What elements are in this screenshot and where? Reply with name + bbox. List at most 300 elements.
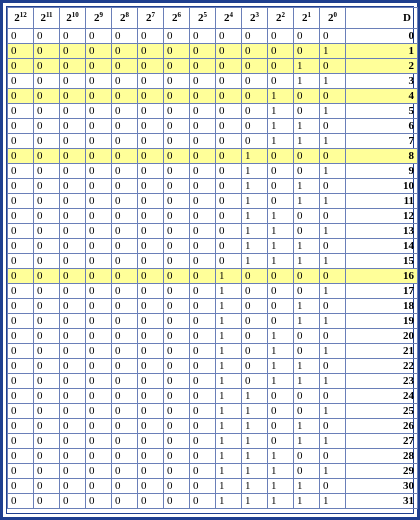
bit-cell: 1 <box>242 209 268 224</box>
table-row <box>8 299 418 314</box>
bit-cell: 0 <box>112 359 138 374</box>
bit-cell: 0 <box>86 284 112 299</box>
bit-cell: 0 <box>242 119 268 134</box>
bit-cell: 0 <box>86 314 112 329</box>
bit-cell: 0 <box>8 29 34 44</box>
bit-cell: 0 <box>138 404 164 419</box>
decimal-cell: 24 <box>346 389 418 404</box>
bit-cell: 1 <box>216 389 242 404</box>
bit-cell: 0 <box>112 224 138 239</box>
bit-cell: 0 <box>164 74 190 89</box>
header-exponent: 1 <box>307 10 311 19</box>
bit-cell: 1 <box>216 269 242 284</box>
bit-cell: 0 <box>138 269 164 284</box>
bit-cell: 0 <box>34 284 60 299</box>
bit-cell: 0 <box>294 404 320 419</box>
bit-cell: 0 <box>164 104 190 119</box>
bit-cell: 0 <box>138 224 164 239</box>
bit-cell: 0 <box>112 269 138 284</box>
bit-cell: 1 <box>294 434 320 449</box>
bit-cell: 0 <box>8 134 34 149</box>
bit-cell: 0 <box>60 329 86 344</box>
bit-cell: 1 <box>242 164 268 179</box>
bit-cell: 0 <box>60 149 86 164</box>
bit-cell: 0 <box>268 389 294 404</box>
header-row <box>8 8 418 29</box>
bit-cell: 0 <box>216 254 242 269</box>
bit-cell: 0 <box>86 194 112 209</box>
table-row <box>8 359 418 374</box>
decimal-cell: 1 <box>346 44 418 59</box>
bit-cell: 0 <box>8 179 34 194</box>
bit-cell: 0 <box>112 434 138 449</box>
bit-cell: 0 <box>190 59 216 74</box>
bit-cell: 0 <box>112 44 138 59</box>
decimal-cell: 3 <box>346 74 418 89</box>
bit-cell: 0 <box>242 314 268 329</box>
bit-cell: 0 <box>190 359 216 374</box>
bit-cell: 1 <box>294 479 320 494</box>
header-exponent: 9 <box>99 10 103 19</box>
bit-cell: 0 <box>86 209 112 224</box>
bit-cell: 1 <box>320 164 346 179</box>
bit-cell: 0 <box>86 449 112 464</box>
bit-cell: 0 <box>60 389 86 404</box>
bit-cell: 0 <box>8 74 34 89</box>
bit-cell: 0 <box>138 209 164 224</box>
bit-cell: 0 <box>8 224 34 239</box>
bit-cell: 0 <box>112 494 138 509</box>
bit-cell: 0 <box>216 239 242 254</box>
bit-cell: 0 <box>216 209 242 224</box>
bit-cell: 0 <box>112 479 138 494</box>
bit-cell: 1 <box>268 329 294 344</box>
bit-cell: 0 <box>164 149 190 164</box>
bit-cell: 1 <box>242 149 268 164</box>
bit-cell: 0 <box>8 359 34 374</box>
bit-cell: 1 <box>268 134 294 149</box>
header-base: 2 <box>302 11 308 24</box>
bit-cell: 0 <box>112 299 138 314</box>
bit-cell: 0 <box>34 164 60 179</box>
bit-cell: 0 <box>34 89 60 104</box>
bit-cell: 0 <box>294 104 320 119</box>
bit-cell: 0 <box>34 209 60 224</box>
bit-cell: 0 <box>34 254 60 269</box>
table-row <box>8 269 418 284</box>
table-row <box>8 179 418 194</box>
bit-cell: 0 <box>164 389 190 404</box>
bit-cell: 0 <box>60 164 86 179</box>
bit-cell: 0 <box>112 134 138 149</box>
bit-cell: 0 <box>242 284 268 299</box>
bit-cell: 0 <box>138 434 164 449</box>
bit-cell: 0 <box>8 479 34 494</box>
bit-cell: 1 <box>294 359 320 374</box>
bit-cell: 0 <box>8 269 34 284</box>
bit-cell: 0 <box>60 104 86 119</box>
bit-cell: 0 <box>190 254 216 269</box>
bit-cell: 0 <box>190 239 216 254</box>
bit-cell: 0 <box>86 89 112 104</box>
bit-cell: 1 <box>268 254 294 269</box>
bit-cell: 0 <box>86 434 112 449</box>
header-decimal: D <box>346 8 418 29</box>
bit-cell: 0 <box>216 134 242 149</box>
bit-cell: 1 <box>216 449 242 464</box>
bit-cell: 0 <box>112 164 138 179</box>
bit-cell: 0 <box>60 314 86 329</box>
bit-cell: 0 <box>8 59 34 74</box>
bit-cell: 0 <box>190 434 216 449</box>
bit-cell: 0 <box>60 464 86 479</box>
bit-cell: 0 <box>8 329 34 344</box>
bit-cell: 0 <box>8 89 34 104</box>
bit-cell: 0 <box>268 74 294 89</box>
bit-cell: 0 <box>164 269 190 284</box>
header-base: 2 <box>94 11 100 24</box>
bit-cell: 0 <box>8 389 34 404</box>
bit-cell: 0 <box>34 134 60 149</box>
bit-cell: 1 <box>294 74 320 89</box>
bit-cell: 0 <box>164 419 190 434</box>
bit-cell: 0 <box>112 284 138 299</box>
decimal-cell: 25 <box>346 404 418 419</box>
bit-cell: 1 <box>242 404 268 419</box>
table-row <box>8 344 418 359</box>
bit-cell: 1 <box>320 314 346 329</box>
bit-cell: 0 <box>164 464 190 479</box>
bit-cell: 0 <box>216 89 242 104</box>
bit-cell: 1 <box>320 104 346 119</box>
decimal-cell: 27 <box>346 434 418 449</box>
bit-cell: 0 <box>8 209 34 224</box>
bit-cell: 1 <box>268 119 294 134</box>
bit-cell: 0 <box>86 179 112 194</box>
bit-cell: 0 <box>138 44 164 59</box>
bit-cell: 0 <box>320 59 346 74</box>
bit-cell: 0 <box>8 314 34 329</box>
bit-cell: 0 <box>190 494 216 509</box>
bit-cell: 1 <box>242 479 268 494</box>
bit-cell: 0 <box>60 269 86 284</box>
bit-cell: 1 <box>268 344 294 359</box>
bit-cell: 0 <box>34 149 60 164</box>
bit-cell: 0 <box>86 404 112 419</box>
bit-cell: 1 <box>242 254 268 269</box>
bit-cell: 0 <box>138 104 164 119</box>
bit-cell: 0 <box>8 299 34 314</box>
decimal-cell: 0 <box>346 29 418 44</box>
bit-cell: 0 <box>34 389 60 404</box>
decimal-cell: 26 <box>346 419 418 434</box>
bit-cell: 0 <box>268 29 294 44</box>
header-exponent: 10 <box>71 10 79 19</box>
bit-cell: 0 <box>320 269 346 284</box>
bit-cell: 0 <box>190 284 216 299</box>
bit-cell: 0 <box>164 239 190 254</box>
bit-cell: 0 <box>268 314 294 329</box>
bit-cell: 0 <box>242 29 268 44</box>
bit-cell: 1 <box>268 494 294 509</box>
bit-cell: 1 <box>320 44 346 59</box>
bit-cell: 0 <box>268 284 294 299</box>
bit-cell: 1 <box>320 224 346 239</box>
bit-cell: 0 <box>216 119 242 134</box>
header-power-of-two <box>320 8 346 29</box>
bit-cell: 0 <box>8 374 34 389</box>
bit-cell: 0 <box>8 449 34 464</box>
bit-cell: 0 <box>86 74 112 89</box>
bit-cell: 0 <box>216 59 242 74</box>
bit-cell: 0 <box>8 194 34 209</box>
bit-cell: 0 <box>60 284 86 299</box>
bit-cell: 0 <box>268 179 294 194</box>
bit-cell: 0 <box>8 254 34 269</box>
decimal-cell: 21 <box>346 344 418 359</box>
table-row <box>8 89 418 104</box>
bit-cell: 0 <box>112 29 138 44</box>
bit-cell: 0 <box>242 74 268 89</box>
bit-cell: 0 <box>60 299 86 314</box>
decimal-cell: 17 <box>346 284 418 299</box>
bit-cell: 0 <box>86 494 112 509</box>
bit-cell: 0 <box>190 119 216 134</box>
bit-cell: 1 <box>320 254 346 269</box>
bit-cell: 0 <box>112 449 138 464</box>
table-row <box>8 389 418 404</box>
bit-cell: 0 <box>8 164 34 179</box>
bit-cell: 0 <box>320 479 346 494</box>
bit-cell: 0 <box>60 239 86 254</box>
bit-cell: 0 <box>216 149 242 164</box>
bit-cell: 0 <box>8 44 34 59</box>
bit-cell: 1 <box>320 404 346 419</box>
bit-cell: 0 <box>216 104 242 119</box>
bit-cell: 1 <box>216 299 242 314</box>
bit-cell: 0 <box>164 359 190 374</box>
bit-cell: 0 <box>294 449 320 464</box>
bit-cell: 1 <box>320 464 346 479</box>
decimal-cell: 2 <box>346 59 418 74</box>
header-exponent: 0 <box>333 10 337 19</box>
bit-cell: 0 <box>34 59 60 74</box>
bit-cell: 1 <box>242 494 268 509</box>
bit-cell: 0 <box>216 224 242 239</box>
bit-cell: 0 <box>34 479 60 494</box>
bit-cell: 0 <box>242 59 268 74</box>
bit-cell: 1 <box>294 299 320 314</box>
bit-cell: 0 <box>138 344 164 359</box>
table-row <box>8 239 418 254</box>
table-row <box>8 29 418 44</box>
bit-cell: 0 <box>8 344 34 359</box>
bit-cell: 0 <box>190 314 216 329</box>
header-exponent: 5 <box>203 10 207 19</box>
bit-cell: 0 <box>112 179 138 194</box>
bit-cell: 0 <box>164 449 190 464</box>
bit-cell: 0 <box>112 89 138 104</box>
bit-cell: 0 <box>320 329 346 344</box>
table-row <box>8 449 418 464</box>
bit-cell: 0 <box>164 404 190 419</box>
bit-cell: 0 <box>86 269 112 284</box>
header-base: 2 <box>120 11 126 24</box>
table-row <box>8 404 418 419</box>
bit-cell: 0 <box>242 359 268 374</box>
bit-cell: 0 <box>138 74 164 89</box>
decimal-cell: 10 <box>346 179 418 194</box>
bit-cell: 0 <box>34 449 60 464</box>
table-row <box>8 479 418 494</box>
bit-cell: 0 <box>8 119 34 134</box>
header-exponent: 7 <box>151 10 155 19</box>
bit-cell: 0 <box>190 479 216 494</box>
header-exponent: 11 <box>45 10 53 19</box>
table-row <box>8 464 418 479</box>
header-base: 2 <box>224 11 230 24</box>
bit-cell: 1 <box>216 314 242 329</box>
decimal-cell: 20 <box>346 329 418 344</box>
bit-cell: 1 <box>320 284 346 299</box>
table-row <box>8 284 418 299</box>
bit-cell: 0 <box>34 44 60 59</box>
bit-cell: 0 <box>164 209 190 224</box>
bit-cell: 0 <box>216 74 242 89</box>
bit-cell: 0 <box>320 359 346 374</box>
bit-cell: 0 <box>60 89 86 104</box>
header-power-of-two <box>86 8 112 29</box>
bit-cell: 0 <box>112 389 138 404</box>
bit-cell: 0 <box>8 404 34 419</box>
header-power-of-two <box>8 8 34 29</box>
bit-cell: 0 <box>60 449 86 464</box>
bit-cell: 0 <box>320 149 346 164</box>
bit-cell: 0 <box>34 269 60 284</box>
bit-cell: 0 <box>294 329 320 344</box>
bit-cell: 1 <box>320 194 346 209</box>
bit-cell: 0 <box>320 179 346 194</box>
bit-cell: 0 <box>86 464 112 479</box>
bit-cell: 0 <box>190 224 216 239</box>
bit-cell: 0 <box>268 269 294 284</box>
bit-cell: 0 <box>60 404 86 419</box>
bit-cell: 0 <box>86 359 112 374</box>
bit-cell: 1 <box>320 374 346 389</box>
bit-cell: 0 <box>190 29 216 44</box>
bit-cell: 0 <box>190 464 216 479</box>
bit-cell: 1 <box>294 419 320 434</box>
bit-cell: 0 <box>34 494 60 509</box>
bit-cell: 1 <box>216 344 242 359</box>
bit-cell: 0 <box>138 374 164 389</box>
bit-cell: 0 <box>60 224 86 239</box>
bit-cell: 0 <box>294 224 320 239</box>
bit-cell: 0 <box>164 194 190 209</box>
table-body <box>8 29 418 509</box>
bit-cell: 0 <box>138 254 164 269</box>
table-row <box>8 314 418 329</box>
bit-cell: 0 <box>164 224 190 239</box>
bit-cell: 0 <box>138 194 164 209</box>
bit-cell: 1 <box>294 374 320 389</box>
bit-cell: 0 <box>164 134 190 149</box>
bit-cell: 0 <box>138 284 164 299</box>
bit-cell: 0 <box>216 194 242 209</box>
table-row <box>8 434 418 449</box>
header-base: 2 <box>172 11 178 24</box>
bit-cell: 0 <box>138 449 164 464</box>
bit-cell: 0 <box>164 344 190 359</box>
bit-cell: 0 <box>164 254 190 269</box>
bit-cell: 0 <box>190 44 216 59</box>
header-power-of-two <box>294 8 320 29</box>
bit-cell: 0 <box>138 239 164 254</box>
bit-cell: 0 <box>190 329 216 344</box>
bit-cell: 0 <box>138 359 164 374</box>
bit-cell: 0 <box>268 194 294 209</box>
bit-cell: 0 <box>60 434 86 449</box>
bit-cell: 1 <box>294 194 320 209</box>
bit-cell: 0 <box>86 164 112 179</box>
bit-cell: 0 <box>86 29 112 44</box>
bit-cell: 0 <box>164 434 190 449</box>
header-power-of-two <box>216 8 242 29</box>
table-row <box>8 254 418 269</box>
bit-cell: 1 <box>216 284 242 299</box>
bit-cell: 0 <box>242 344 268 359</box>
bit-cell: 1 <box>294 119 320 134</box>
bit-cell: 0 <box>190 374 216 389</box>
bit-cell: 0 <box>34 119 60 134</box>
bit-cell: 1 <box>216 419 242 434</box>
header-exponent: 12 <box>19 10 27 19</box>
decimal-cell: 7 <box>346 134 418 149</box>
bit-cell: 0 <box>86 59 112 74</box>
bit-cell: 1 <box>216 479 242 494</box>
bit-cell: 1 <box>242 464 268 479</box>
header-base: 2 <box>14 11 20 24</box>
decimal-cell: 16 <box>346 269 418 284</box>
bit-cell: 0 <box>60 44 86 59</box>
bit-cell: 0 <box>86 419 112 434</box>
bit-cell: 0 <box>320 389 346 404</box>
decimal-cell: 19 <box>346 314 418 329</box>
bit-cell: 0 <box>60 494 86 509</box>
bit-cell: 0 <box>216 179 242 194</box>
bit-cell: 0 <box>60 419 86 434</box>
bit-cell: 1 <box>268 209 294 224</box>
bit-cell: 1 <box>268 449 294 464</box>
bit-cell: 0 <box>164 494 190 509</box>
bit-cell: 0 <box>112 404 138 419</box>
bit-cell: 0 <box>138 89 164 104</box>
bit-cell: 0 <box>138 464 164 479</box>
bit-cell: 1 <box>268 104 294 119</box>
bit-cell: 0 <box>138 329 164 344</box>
table-row <box>8 329 418 344</box>
bit-cell: 0 <box>60 59 86 74</box>
bit-cell: 0 <box>190 179 216 194</box>
bit-cell: 0 <box>190 104 216 119</box>
bit-cell: 0 <box>190 269 216 284</box>
table-row <box>8 119 418 134</box>
header-base: 2 <box>146 11 152 24</box>
header-power-of-two <box>190 8 216 29</box>
bit-cell: 1 <box>216 329 242 344</box>
bit-cell: 1 <box>268 464 294 479</box>
bit-cell: 1 <box>320 494 346 509</box>
